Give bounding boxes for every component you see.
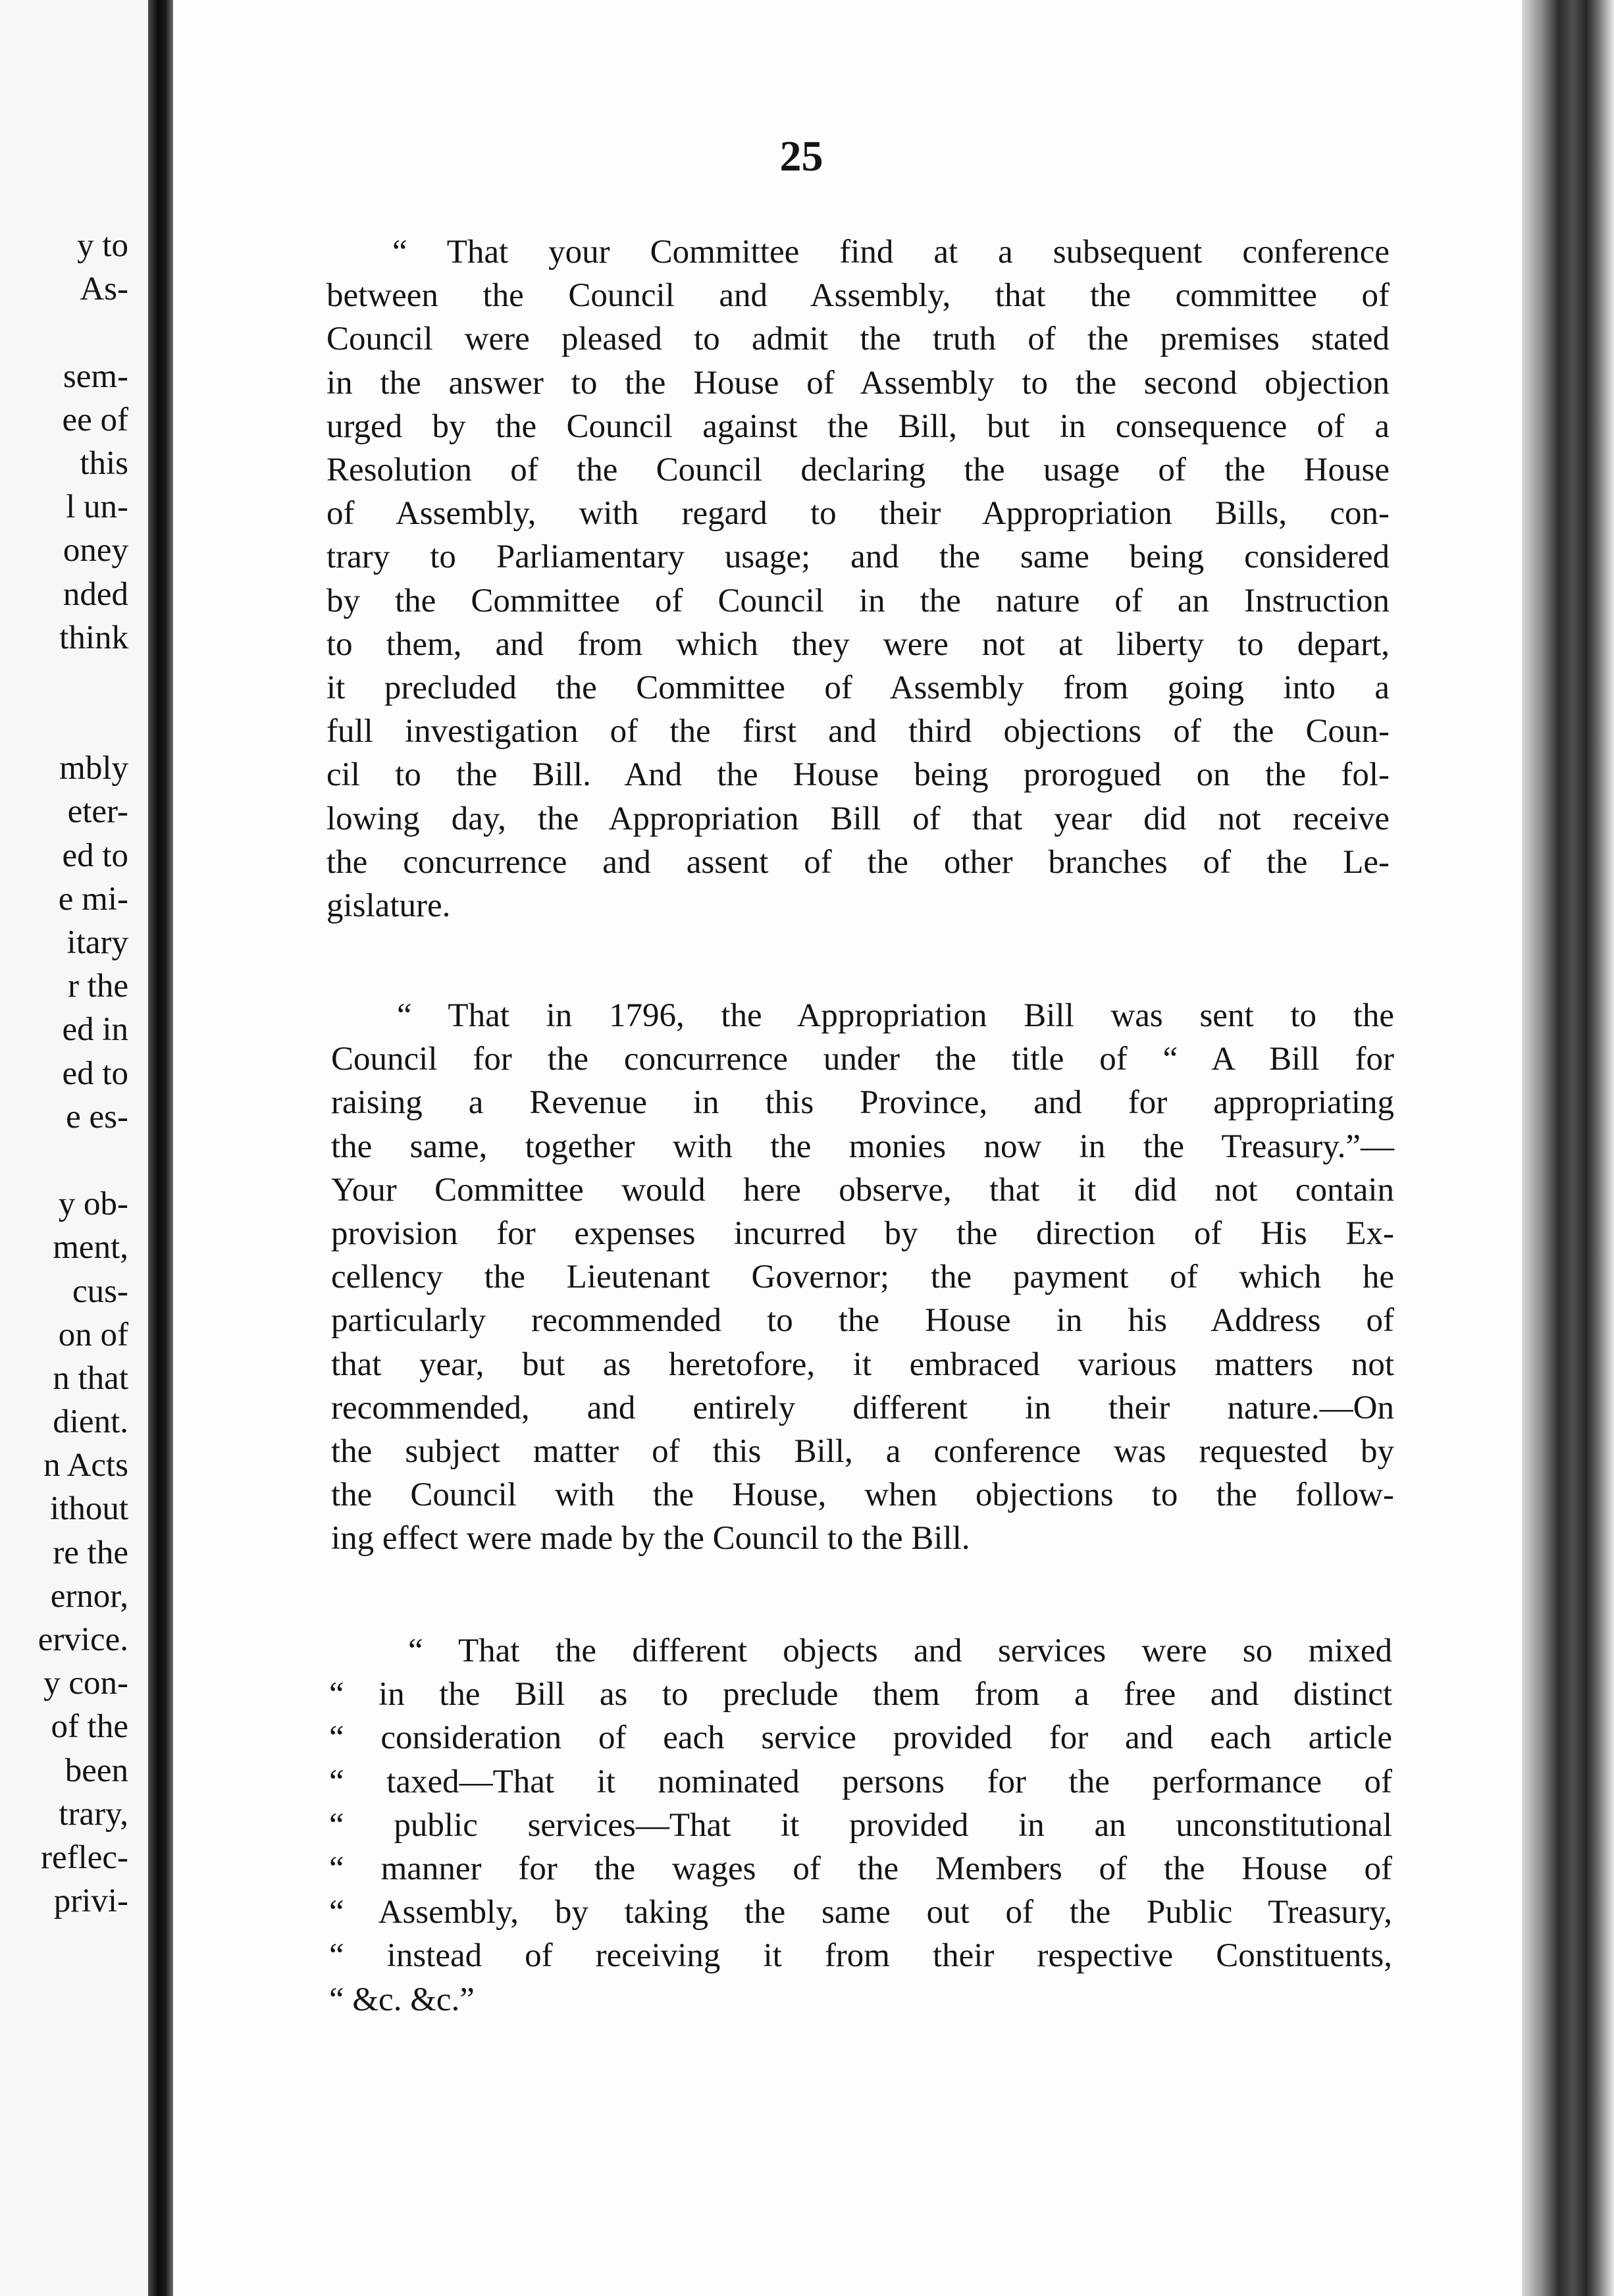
page-number: 25 xyxy=(779,132,823,180)
facing-page-line: re the xyxy=(53,1534,128,1571)
text-line: “ instead of receiving it from their respective Constituents, xyxy=(329,1937,1392,1975)
facing-page-line: eter- xyxy=(67,793,128,831)
text-line: lowing day, the Appropriation Bill of that year did not receive xyxy=(326,800,1390,837)
facing-page-line: been xyxy=(65,1752,128,1789)
text-line: “ public services—That it provided in an unconstitutional xyxy=(329,1806,1392,1844)
text-line: in the answer to the House of Assembly to the second objection xyxy=(326,364,1390,402)
text-line: “ manner for the wages of the Members of the House of xyxy=(329,1850,1392,1888)
paragraph-2 xyxy=(331,994,1394,1561)
facing-page-line: itary xyxy=(66,924,128,961)
text-line: trary to Parliamentary usage; and the same being considered xyxy=(326,538,1390,576)
facing-page-line: nded xyxy=(63,575,128,613)
text-line: ing effect were made by the Council to the Bill. xyxy=(331,1520,970,1557)
paragraph-3 xyxy=(329,1629,1392,2022)
facing-page-line: ee of xyxy=(62,401,128,438)
facing-page-line: mbly xyxy=(59,750,128,787)
facing-page-line xyxy=(0,311,128,354)
text-line: Your Committee would here observe, that it did not contain xyxy=(331,1171,1394,1209)
text-line: “ &c. &c.” xyxy=(329,1981,475,2018)
facing-page-fragment xyxy=(0,0,148,2296)
text-line: “ That the different objects and services were so mixed xyxy=(408,1632,1392,1669)
facing-page-line: this xyxy=(80,444,128,482)
facing-page-line: ervice. xyxy=(38,1621,128,1658)
facing-page-line: r the xyxy=(67,968,128,1005)
facing-page-line: of the xyxy=(51,1708,128,1746)
text-line: Council for the concurrence under the title of “ A Bill for xyxy=(331,1041,1394,1078)
facing-page-line: ment, xyxy=(53,1229,128,1266)
text-line: that year, but as heretofore, it embraced various matters not xyxy=(331,1345,1394,1383)
paragraph-text xyxy=(329,1629,1392,2022)
text-line: “ consideration of each service provided for and each article xyxy=(329,1719,1392,1757)
facing-page-line: privi- xyxy=(53,1883,128,1920)
facing-page-line: oney xyxy=(63,532,128,569)
paragraph-1 xyxy=(326,230,1390,927)
text-line: the Council with the House, when objections to the follow- xyxy=(331,1476,1394,1514)
text-line: “ in the Bill as to preclude them from a free and distinct xyxy=(329,1676,1392,1713)
facing-page-line: think xyxy=(59,619,128,656)
facing-page-line: y con- xyxy=(43,1665,128,1702)
facing-page-line: trary, xyxy=(59,1795,128,1833)
text-line: the same, together with the monies now in the Treasury.”— xyxy=(331,1128,1394,1165)
text-line: provision for expenses incurred by the direction of His Ex- xyxy=(331,1215,1394,1253)
page-edges xyxy=(1522,0,1614,2296)
facing-page-line: ernor, xyxy=(50,1577,128,1615)
text-line: recommended, and entirely different in their nature.—On xyxy=(331,1389,1394,1426)
facing-page-line: e mi- xyxy=(58,880,128,918)
text-line: the subject matter of this Bill, a conference was requested by xyxy=(331,1433,1394,1471)
paragraph-text xyxy=(326,230,1390,927)
text-line: Resolution of the Council declaring the usage of the House xyxy=(326,452,1390,489)
facing-page-text xyxy=(0,224,128,1923)
facing-page-line: dient. xyxy=(53,1403,128,1441)
facing-page-line: on of xyxy=(58,1316,128,1353)
book-gutter xyxy=(148,0,173,2296)
facing-page-line: y ob- xyxy=(58,1186,128,1223)
text-line: to them, and from which they were not at liberty to depart, xyxy=(326,625,1390,663)
text-line: gislature. xyxy=(326,887,451,925)
text-line: “ Assembly, by taking the same out of the Public Treasury, xyxy=(329,1894,1392,1931)
facing-page-line xyxy=(0,703,128,746)
text-line: particularly recommended to the House in his Address of xyxy=(331,1302,1394,1340)
text-line: cellency the Lieutenant Governor; the payment of which he xyxy=(331,1259,1394,1296)
facing-page-line: As- xyxy=(80,271,128,308)
text-line: cil to the Bill. And the House being prorogued on the fol- xyxy=(326,756,1390,794)
text-line: Council were pleased to admit the truth of the premises stated xyxy=(326,321,1390,358)
text-line: “ That your Committee find at a subsequent conference xyxy=(392,234,1390,271)
facing-page-line: ithout xyxy=(49,1490,128,1528)
facing-page-line: n Acts xyxy=(43,1447,128,1484)
facing-page-line: e es- xyxy=(66,1098,128,1135)
facing-page-line: y to xyxy=(77,227,128,264)
facing-page-line: ed to xyxy=(62,837,128,874)
text-line: it precluded the Committee of Assembly from going into a xyxy=(326,669,1390,707)
book-page xyxy=(173,0,1522,2296)
text-line: the concurrence and assent of the other branches of the Le- xyxy=(326,843,1390,881)
facing-page-line: sem- xyxy=(63,357,128,395)
text-line: “ That in 1796, the Appropriation Bill was sent to the xyxy=(397,997,1394,1034)
text-line: raising a Revenue in this Province, and for appropriating xyxy=(331,1084,1394,1122)
facing-page-line: ed to xyxy=(62,1055,128,1092)
facing-page-line: l un- xyxy=(66,488,128,526)
text-line: of Assembly, with regard to their Appropriation Bills, con- xyxy=(326,495,1390,533)
facing-page-line: reflec- xyxy=(40,1839,128,1876)
facing-page-line: n that xyxy=(53,1359,128,1397)
facing-page-line: cus- xyxy=(72,1272,128,1310)
facing-page-line xyxy=(0,660,128,703)
paragraph-text xyxy=(331,994,1394,1561)
facing-page-line: ed in xyxy=(62,1011,128,1049)
text-line: by the Committee of Council in the nature of an Instruction xyxy=(326,582,1390,619)
text-line: urged by the Council against the Bill, but in consequence of a xyxy=(326,407,1390,445)
text-line: “ taxed—That it nominated persons for the performance of xyxy=(329,1763,1392,1800)
text-line: full investigation of the first and third objections of the Coun- xyxy=(326,713,1390,750)
facing-page-line xyxy=(0,1139,128,1182)
text-line: between the Council and Assembly, that the committee of xyxy=(326,277,1390,315)
